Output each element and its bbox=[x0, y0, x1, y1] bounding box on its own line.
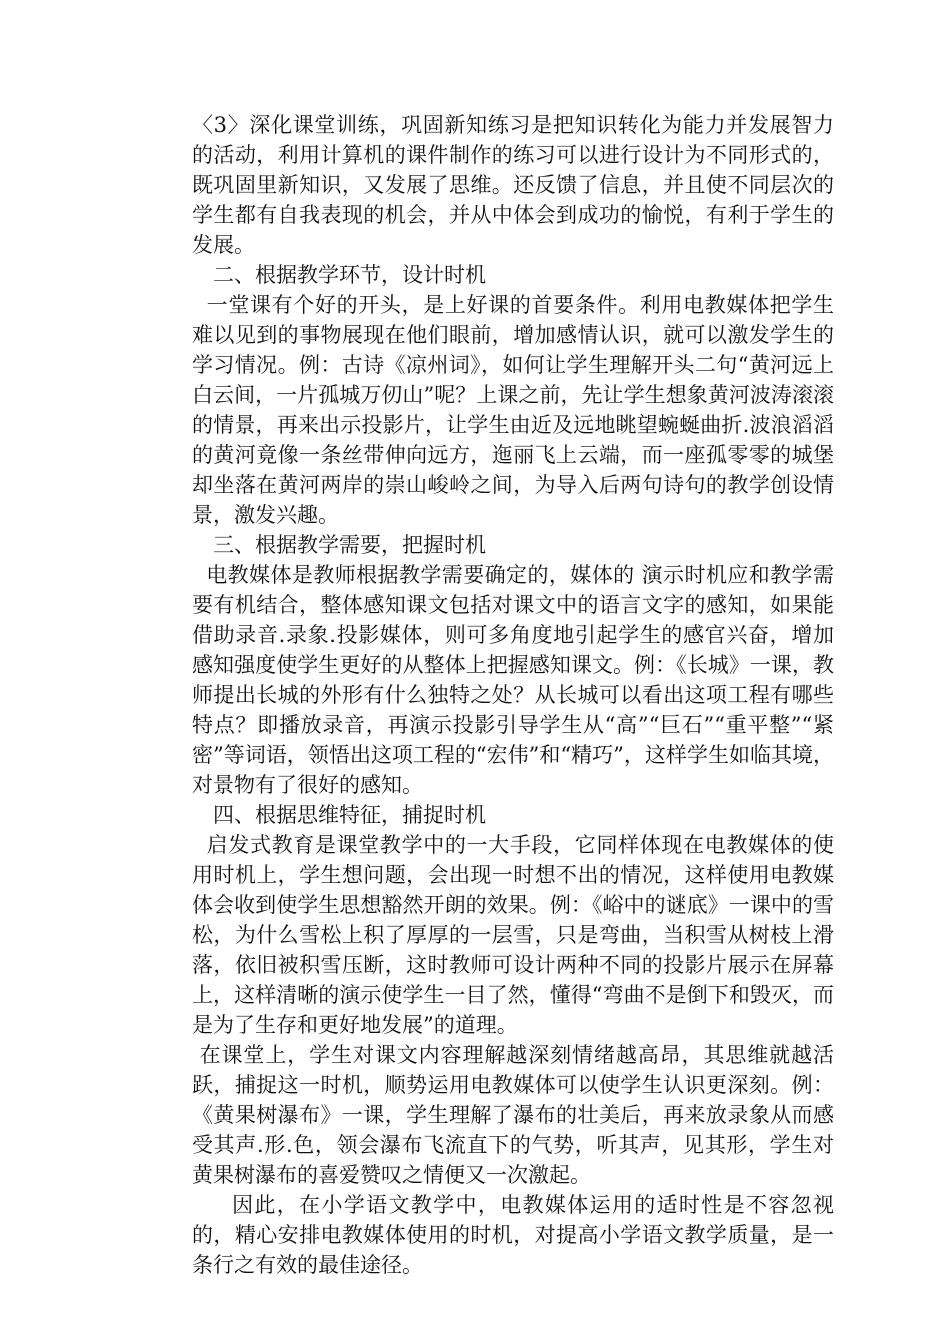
document-body bbox=[192, 110, 834, 1280]
paragraph-computer-practice bbox=[192, 110, 834, 260]
section-heading-4: 四、根据思维特征，捕捉时机 bbox=[213, 803, 486, 827]
paragraph-indent bbox=[192, 1193, 232, 1217]
paragraph-text: 在课堂上，学生对课文内容理解越深刻情绪越高昂，其思维就越活跃，捕捉这一时机，顺势运用电教媒体可以使学生认识更深刻。例：《黄果树瀑布》一课，学生理解了瀑布的壮美后，再来放录象从而感受其声.形.色，领会瀑布飞流直下的气势，听其声，见其形，学生对黄果树瀑布的喜爱赞叹之情便又一次激起。 bbox=[192, 1043, 834, 1187]
paragraph-indent bbox=[192, 833, 207, 857]
paragraph-text: 〈3〉深化课堂训练，巩固新知练习是把知识转化为能力并发展智力的活动，利用计算机的课件制作的练习可以进行设计为不同形式的，既巩固里新知识，又发展了思维。还反馈了信息，并且使不同层次的学生都有自我表现的机会，并从中体会到成功的愉悦，有利于学生的发展。 bbox=[192, 113, 834, 257]
paragraph-opening bbox=[192, 290, 834, 530]
paragraph-text: 电教媒体是教师根据教学需要确定的，媒体的 演示时机应和教学需要有机结合，整体感知课文包括对课文中的语言文字的感知，如果能借助录音.录象.投影媒体，则可多角度地引起学生的感官兴奋，增加感知强度使学生更好的从整体上把握感知课文。例：《长城》一课，教师提出长城的外形有什么独特之处？从长城可以看出这项工程有哪些特点？即播放录音，再演示投影引导学生从“高”“巨石”“重平整”“紧密”等词语，领悟出这项工程的“宏伟”和“精巧”，这样学生如临其境，对景物有了很好的感知。 bbox=[192, 563, 834, 797]
paragraph-conclusion bbox=[192, 1190, 834, 1280]
paragraph-indent bbox=[192, 1043, 200, 1067]
paragraph-media-timing bbox=[192, 560, 834, 800]
paragraph-indent bbox=[192, 563, 206, 587]
paragraph-heuristic bbox=[192, 830, 834, 1040]
paragraph-text: 启发式教育是课堂教学中的一大手段，它同样体现在电教媒体的使用时机上，学生想问题，会出现一时想不出的情况，这样使用电教媒体会收到使学生思想豁然开朗的效果。例：《峪中的谜底》一课中的雪松，为什么雪松上积了厚厚的一层雪，只是弯曲，当积雪从树枝上滑落，依旧被积雪压断，这时教师可设计两种不同的投影片展示在屏幕上，这样清晰的演示使学生一目了然，懂得“弯曲不是倒下和毁灭，而是为了生存和更好地发展”的道理。 bbox=[192, 833, 835, 1037]
section-heading-3: 三、根据教学需要，把握时机 bbox=[213, 533, 486, 557]
paragraph-text: 一堂课有个好的开头，是上好课的首要条件。利用电教媒体把学生难以见到的事物展现在他们眼前，增加感情认识，就可以激发学生的学习情况。例：古诗《凉州词》，如何让学生理解开头二句“黄河远上白云间，一片孤城万仞山”呢？上课之前，先让学生想象黄河波涛滚滚的情景，再来出示投影片，让学生由近及远地眺望蜿蜒曲折.波浪滔滔的黄河竟像一条丝带伸向远方，迤丽飞上云端，而一座孤零零的城堡却坐落在黄河两岸的崇山峻岭之间，为导入后两句诗句的教学创设情景，激发兴趣。 bbox=[192, 293, 835, 527]
paragraph-indent bbox=[192, 293, 207, 317]
section-heading-2: 二、根据教学环节，设计时机 bbox=[213, 263, 486, 287]
paragraph-text: 因此，在小学语文教学中，电教媒体运用的适时性是不容忽视的，精心安排电教媒体使用的时机，对提高小学语文教学质量，是一条行之有效的最佳途径。 bbox=[192, 1193, 834, 1277]
paragraph-classroom bbox=[192, 1040, 834, 1190]
